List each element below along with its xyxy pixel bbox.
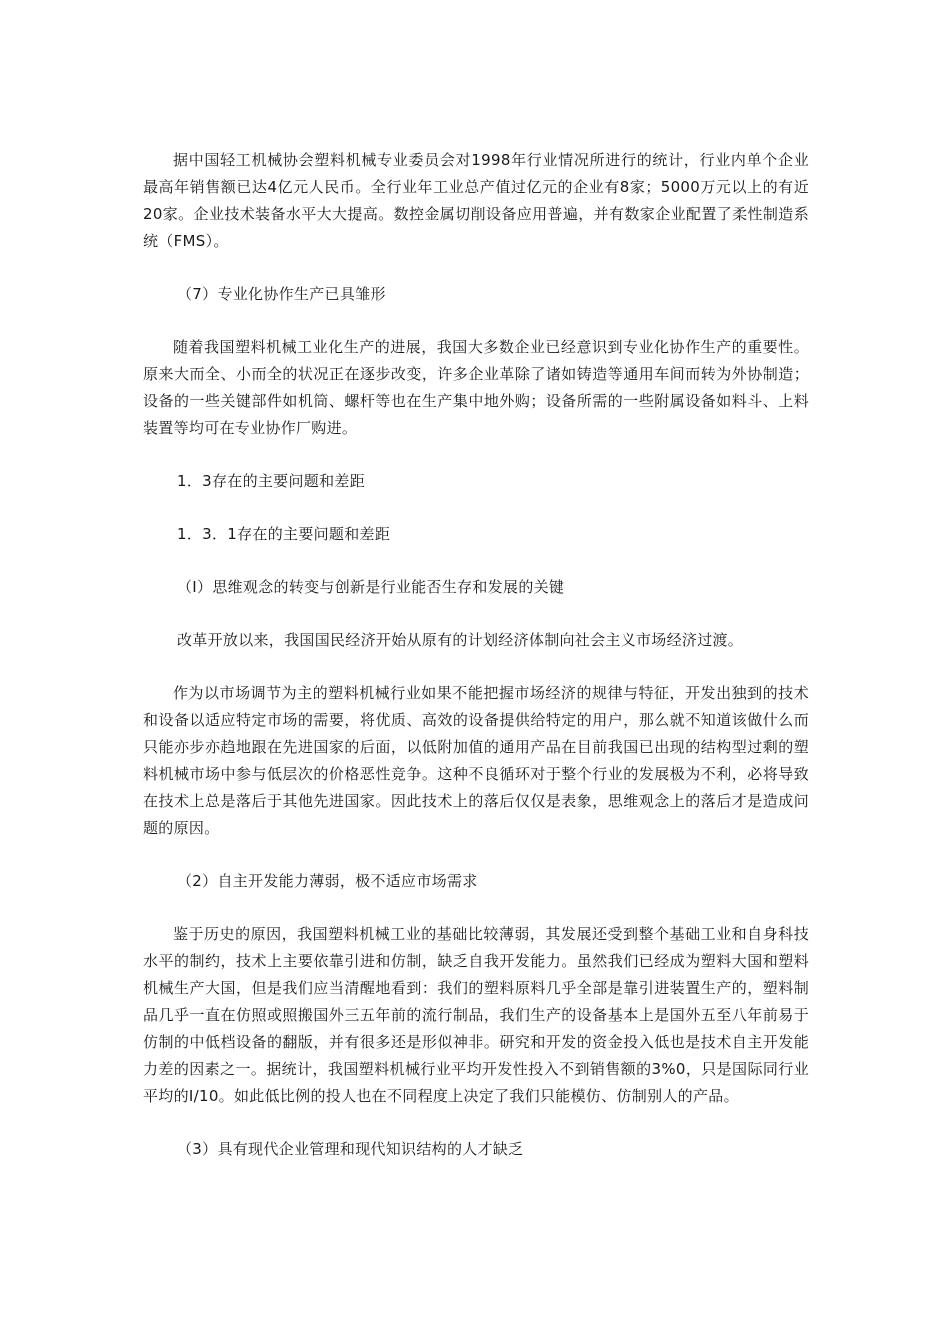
heading-7-specialization: （7）专业化协作生产已具雏形 — [177, 285, 386, 303]
document-body — [143, 147, 809, 1163]
paragraph-history: 鉴于历史的原因，我国塑料机械工业的基础比较薄弱，其发展还受到整个基础工业和自身科技水平的制约，技术上主要依靠引进和仿制，缺乏自我开发能力。虽然我们已经成为塑料大国和塑料机械生产大国，但是我们应当清醒地看到：我们的塑料原料几乎全部是靠引进装置生产的，塑料制品几乎一直在仿照或照搬国外三五年前的流行制品，我们生产的设备基本上是国外五至八年前易于仿制的中低档设备的翻版，并有很多还是形似神非。研究和开发的资金投入低也是技术自主开发能力差的因素之一。据统计，我国塑料机械行业平均开发性投入不到销售额的3%0，只是国际同行业平均的I/10。如此低比例的投人也在不同程度上决定了我们只能模仿、仿制别人的产品。 — [143, 925, 809, 1105]
heading-1-3-1: 1．3．1存在的主要问题和差距 — [177, 525, 391, 543]
paragraph-statistics: 据中国轻工机械协会塑料机械专业委员会对1998年行业情况所进行的统计，行业内单个企业最高年销售额已达4亿元人民币。全行业年工业总产值过亿元的企业有8家；5000万元以上的有近20家。企业技术装备水平大大提高。数控金属切削设备应用普遍，并有数家企业配置了柔性制造系统（FMS）。 — [143, 151, 809, 250]
paragraph-market: 作为以市场调节为主的塑料机械行业如果不能把握市场经济的规律与特征，开发出独到的技术和设备以适应特定市场的需要，将优质、高效的设备提供给特定的用户，那么就不知道该做什么而只能亦步亦趋地跟在先进国家的后面，以低附加值的通用产品在目前我国已出现的结构型过剩的塑料机械市场中参与低层次的价格恶性竞争。这种不良循环对于整个行业的发展极为不利，必将导致在技术上总是落后于其他先进国家。因此技术上的落后仅仅是表象，思维观念上的落后才是造成问题的原因。 — [143, 684, 809, 837]
heading-2-development: （2）自主开发能力薄弱，极不适应市场需求 — [177, 872, 478, 890]
heading-i-thinking: （I）思维观念的转变与创新是行业能否生存和发展的关键 — [177, 578, 565, 596]
heading-1-3: 1．3存在的主要问题和差距 — [177, 472, 365, 490]
paragraph-specialization: 随着我国塑料机械工业化生产的进展，我国大多数企业已经意识到专业化协作生产的重要性。原来大而全、小而全的状况正在逐步改变，许多企业革除了诸如铸造等通用车间而转为外协制造；设备的一些关键部件如机筒、螺杆等也在生产集中地外购；设备所需的一些附属设备如料斗、上料装置等均可在专业协作厂购进。 — [143, 338, 809, 437]
paragraph-reform: 改革开放以来，我国国民经济开始从原有的计划经济体制向社会主义市场经济过渡。 — [177, 631, 744, 649]
heading-3-talent: （3）具有现代企业管理和现代知识结构的人才缺乏 — [177, 1140, 524, 1158]
